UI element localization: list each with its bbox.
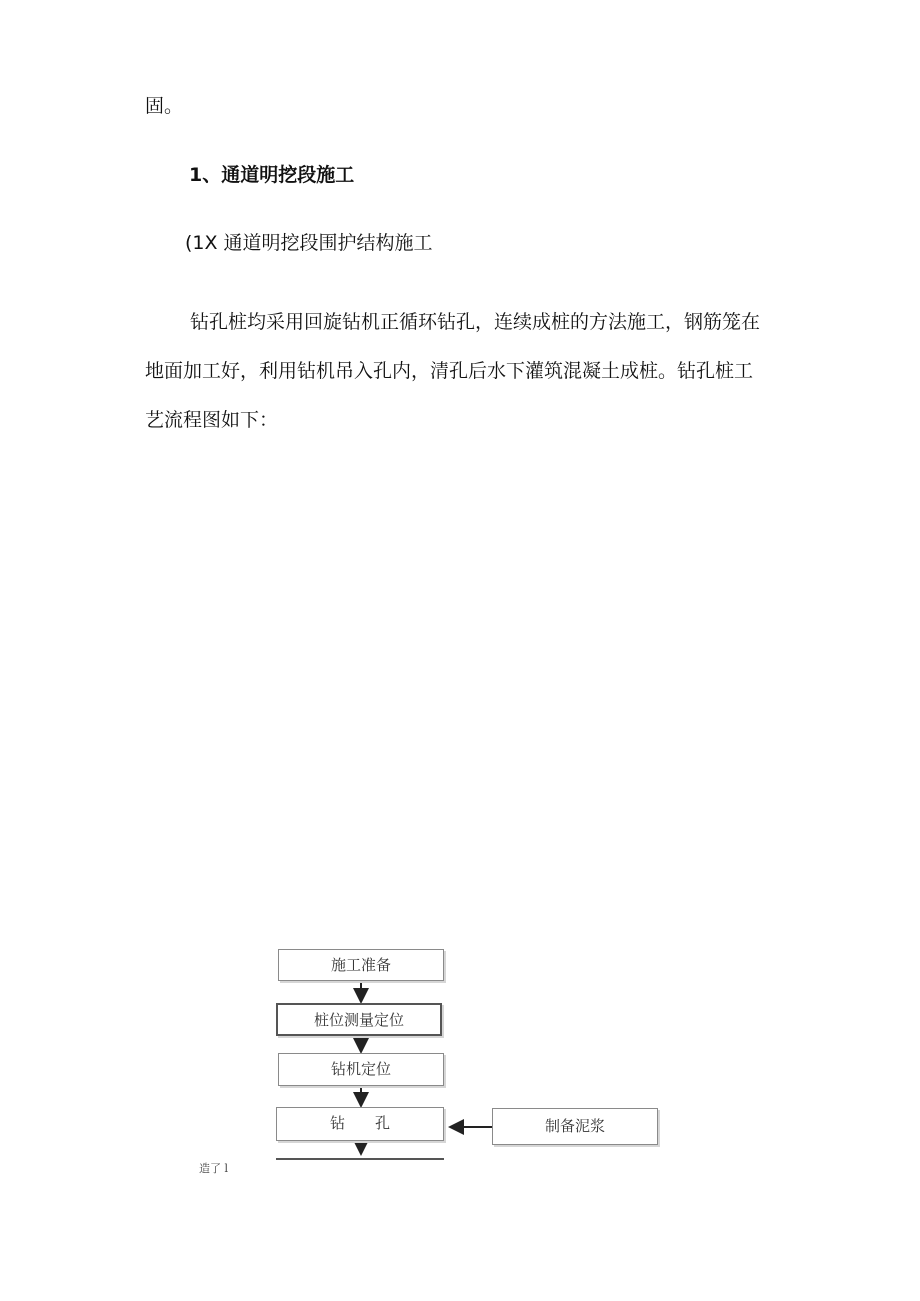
subsection-heading: (1X 通道明挖段围护结构施工 (185, 232, 433, 254)
paragraph-line-1: 钻孔桩均采用回旋钻机正循环钻孔，连续成桩的方法施工，钢筋笼在 (190, 311, 761, 333)
section-heading: 1、通道明挖段施工 (189, 164, 355, 186)
flow-step-drilling: 钻 孔 (276, 1107, 444, 1141)
flow-step-survey: 桩位测量定位 (276, 1003, 442, 1036)
flow-step-rig-position: 钻机定位 (278, 1053, 444, 1086)
flow-side-slurry: 制备泥浆 (492, 1108, 658, 1145)
paragraph-line-2: 地面加工好，利用钻机吊入孔内，清孔后水下灌筑混凝土成桩。钻孔桩工 (145, 360, 754, 382)
footer-note: 造了 l (199, 1162, 229, 1175)
paragraph-line-3: 艺流程图如下： (145, 409, 279, 431)
flow-step-prepare: 施工准备 (278, 949, 444, 981)
text-line-1: 固。 (145, 95, 184, 117)
